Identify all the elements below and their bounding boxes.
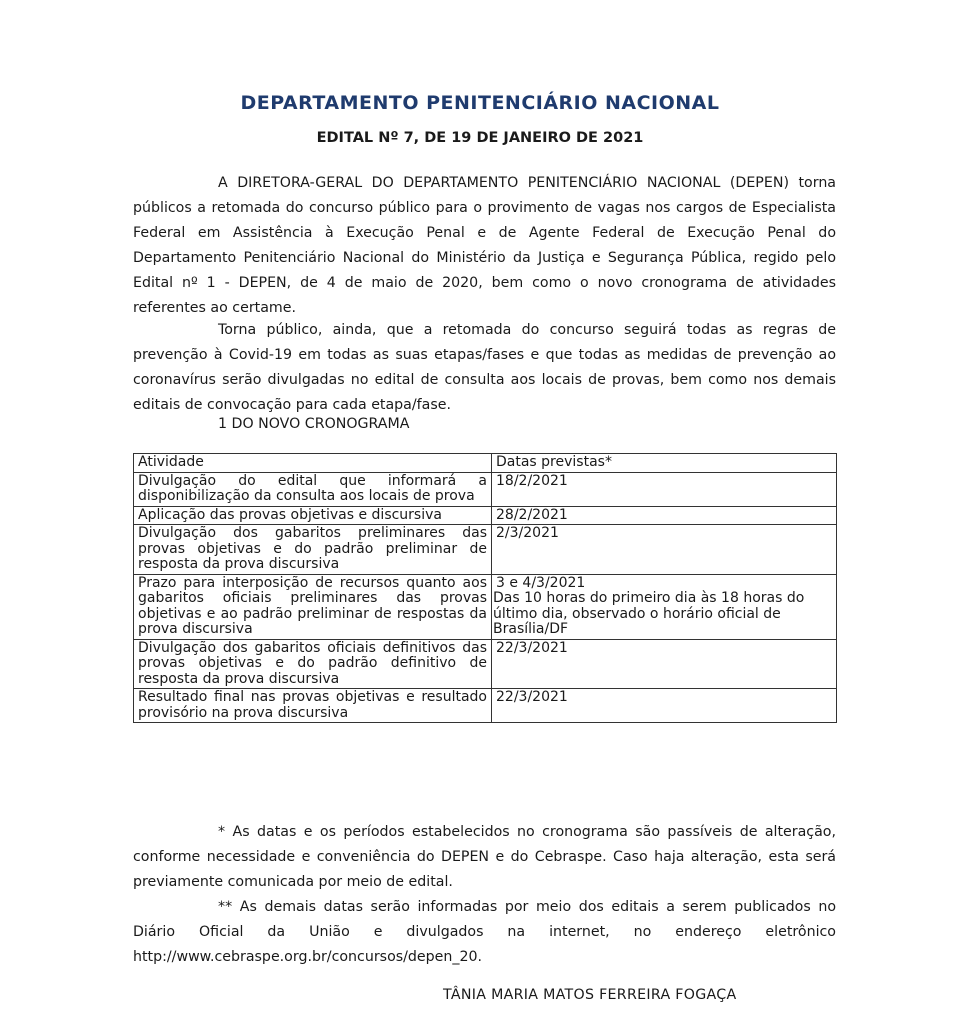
date-cell — [492, 639, 837, 689]
date-cell — [492, 574, 837, 639]
date-note: Das 10 horas do primeiro dia às 18 horas do último dia, observado o horário oficial de Brasília/DF — [493, 590, 805, 637]
header-dates: Datas previstas* — [492, 454, 837, 473]
table-row — [134, 472, 837, 506]
date-cell — [492, 689, 837, 723]
footnote-dates: * As datas e os períodos estabelecidos no cronograma são passíveis de alteração, conforme necessidade e conveniência do DEPEN e do Cebraspe. Caso haja alteração, esta será previamente comunicada por meio de edital. — [133, 824, 836, 890]
covid-paragraph: Torna público, ainda, que a retomada do concurso seguirá todas as regras de prevenção à Covid-19 em todas as suas etapas/fases e que todas as medidas de prevenção ao coronavírus serão divulgadas no edital de consulta aos locais de provas, bem como nos demais editais de convocação para cada etapa/fase. — [133, 322, 836, 413]
table-row — [134, 689, 837, 723]
date-value: 22/3/2021 — [496, 689, 568, 705]
date-value: 3 e 4/3/2021 — [496, 574, 586, 591]
activity-cell: Resultado final nas provas objetivas e resultado provisório na prova discursiva — [134, 689, 492, 723]
date-value: 28/2/2021 — [496, 506, 568, 523]
activity-cell: Aplicação das provas objetivas e discursiva — [134, 506, 492, 525]
date-cell — [492, 472, 837, 506]
header-activity: Atividade — [134, 454, 492, 473]
activity-cell: Prazo para interposição de recursos quanto aos gabaritos oficiais preliminares das provas objetivas e ao padrão preliminar de respostas da prova discursiva — [134, 574, 492, 639]
table-row — [134, 506, 837, 525]
intro-paragraph: A DIRETORA-GERAL DO DEPARTAMENTO PENITENCIÁRIO NACIONAL (DEPEN) torna públicos a retomada do concurso público para o provimento de vagas nos cargos de Especialista Federal em Assistência à Execução Penal e de Agente Federal de Execução Penal do Departamento Penitenciário Nacional do Ministério da Justiça e Segurança Pública, regido pelo Edital nº 1 - DEPEN, de 4 de maio de 2020, bem como o novo cronograma de atividades referentes ao certame. — [133, 175, 836, 316]
signature: TÂNIA MARIA MATOS FERREIRA FOGAÇA — [443, 987, 737, 1003]
date-cell — [492, 525, 837, 575]
date-value: 18/2/2021 — [496, 472, 568, 489]
activity-cell: Divulgação dos gabaritos preliminares das provas objetivas e do padrão preliminar de resposta da prova discursiva — [134, 525, 492, 575]
edital-subtitle: EDITAL Nº 7, DE 19 DE JANEIRO DE 2021 — [316, 130, 644, 146]
page-title: DEPARTAMENTO PENITENCIÁRIO NACIONAL — [240, 92, 720, 114]
table-row — [134, 525, 837, 575]
table-row — [134, 639, 837, 689]
activity-cell: Divulgação do edital que informará a disponibilização da consulta aos locais de prova — [134, 472, 492, 506]
date-value: 2/3/2021 — [496, 525, 559, 541]
date-cell — [492, 506, 837, 525]
table-row — [134, 574, 837, 639]
table-header-row — [134, 454, 837, 473]
schedule-table — [133, 453, 837, 723]
date-value: 22/3/2021 — [496, 639, 568, 656]
activity-cell: Divulgação dos gabaritos oficiais definitivos das provas objetivas e do padrão definitivo de resposta da prova discursiva — [134, 639, 492, 689]
section-title: 1 DO NOVO CRONOGRAMA — [218, 416, 410, 432]
footnote-other-dates: ** As demais datas serão informadas por meio dos editais a serem publicados no Diário Oficial da União e divulgados na internet, no endereço eletrônico http://www.cebraspe.org.br/concursos/depen_20. — [133, 899, 836, 965]
